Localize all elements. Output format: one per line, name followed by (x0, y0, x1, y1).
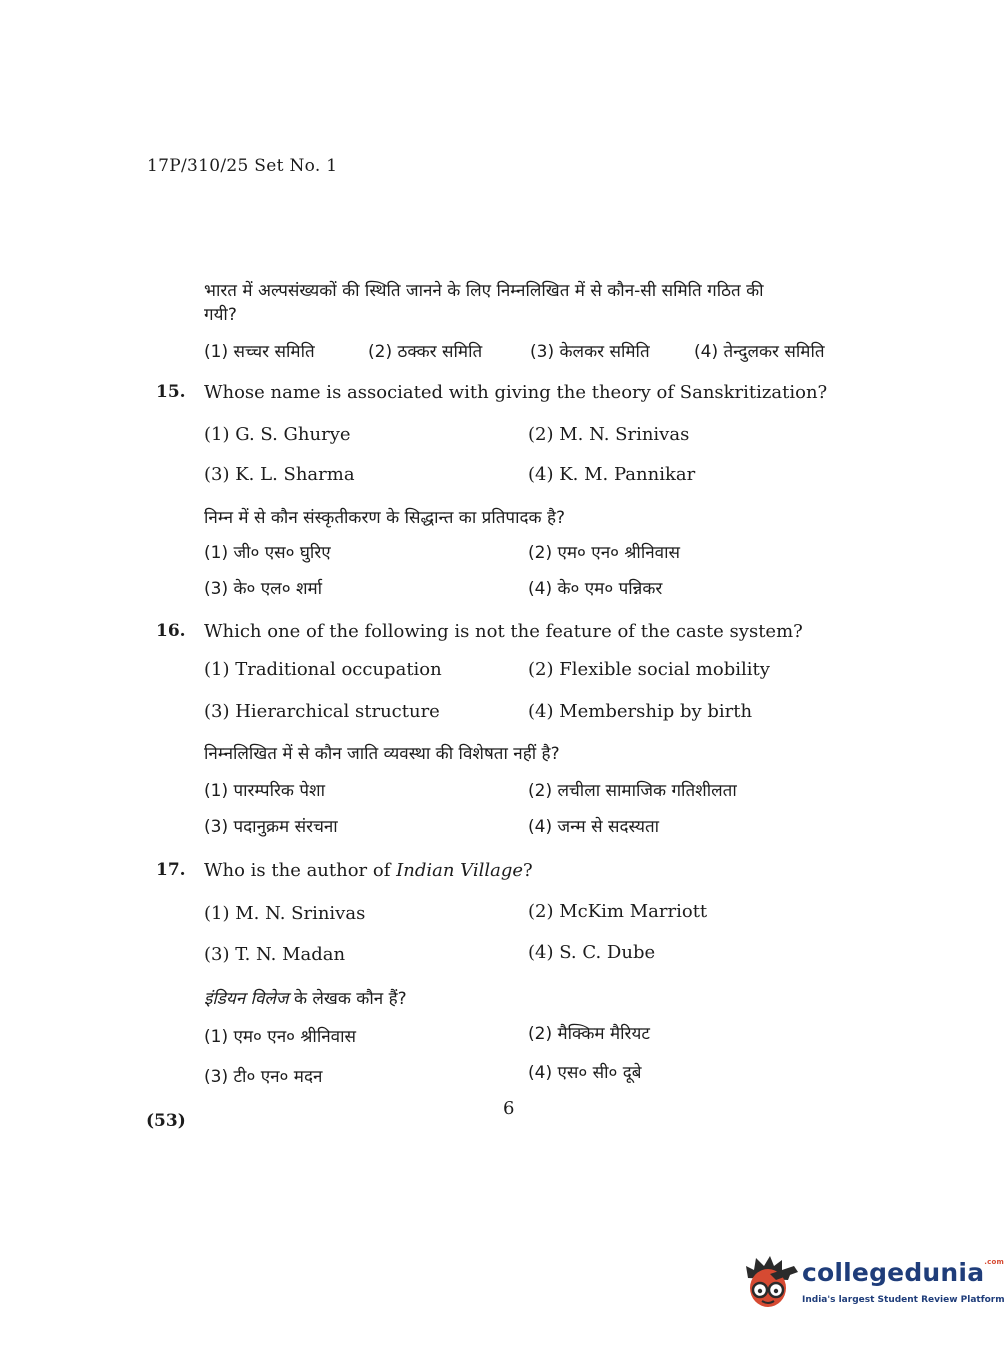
q17-question-hi-post: के लेखक कौन हैं? (288, 989, 407, 1009)
q17-option-4-hi: (4) एस० सी० दूबे (528, 1063, 642, 1083)
q16-question-en: Which one of the following is not the feature of the caste system? (204, 621, 803, 642)
q16-option-1-en: (1) Traditional occupation (204, 659, 442, 680)
q16-option-1-hi: (1) पारम्परिक पेशा (204, 781, 326, 801)
q17-option-4-en: (4) S. C. Dube (528, 942, 656, 963)
q14-option-3: (3) केलकर समिति (530, 342, 650, 362)
q17-option-2-en: (2) McKim Marriott (528, 901, 708, 922)
q16-option-2-hi: (2) लचीला सामाजिक गतिशीलता (528, 781, 737, 801)
q16-question-hi: निम्नलिखित में से कौन जाति व्यवस्था की विशेषता नहीं है? (204, 744, 560, 764)
q17-option-2-hi: (2) मैक्किम मैरियट (528, 1024, 650, 1044)
q15-option-3-hi: (3) के० एल० शर्मा (204, 579, 323, 599)
q16-option-3-hi: (3) पदानुक्रम संरचना (204, 817, 338, 837)
q14-hindi-line2: गयी? (204, 305, 237, 325)
q15-option-4-hi: (4) के० एम० पन्निकर (528, 579, 663, 599)
q15-option-1-hi: (1) जी० एस० घुरिए (204, 543, 331, 563)
q17-option-3-hi: (3) टी० एन० मदन (204, 1067, 323, 1087)
brand-suffix: .com (984, 1258, 1004, 1266)
q15-question-hi: निम्न में से कौन संस्कृतीकरण के सिद्धान्त का प्रतिपादक है? (204, 508, 566, 528)
q16-option-2-en: (2) Flexible social mobility (528, 659, 770, 680)
q16-option-4-en: (4) Membership by birth (528, 701, 753, 722)
q14-hindi-line1: भारत में अल्पसंख्यकों की स्थिति जानने के लिए निम्नलिखित में से कौन-सी समिति गठित की (204, 281, 764, 301)
q14-option-1: (1) सच्चर समिति (204, 342, 315, 362)
mascot-icon (740, 1252, 800, 1314)
q17-question-en (204, 860, 533, 881)
booklet-code: (53) (146, 1111, 186, 1131)
q17-number: 17. (156, 860, 186, 880)
q15-number: 15. (156, 382, 186, 402)
collegedunia-watermark (740, 1252, 1005, 1322)
q17-book-title-hi: इंडियन विलेज (204, 989, 289, 1009)
q15-option-1-en: (1) G. S. Ghurye (204, 424, 351, 445)
q16-option-4-hi: (4) जन्म से सदस्यता (528, 817, 660, 837)
q17-question-en-pre: Who is the author of (204, 860, 397, 881)
q17-option-3-en: (3) T. N. Madan (204, 944, 346, 965)
q15-option-3-en: (3) K. L. Sharma (204, 464, 355, 485)
brand-name: collegedunia (802, 1258, 985, 1287)
q15-option-2-en: (2) M. N. Srinivas (528, 424, 690, 445)
q15-option-2-hi: (2) एम० एन० श्रीनिवास (528, 543, 680, 563)
q14-option-2: (2) ठक्कर समिति (368, 342, 483, 362)
q16-number: 16. (156, 621, 186, 641)
q15-question-en: Whose name is associated with giving the theory of Sanskritization? (204, 382, 828, 403)
q17-option-1-en: (1) M. N. Srinivas (204, 903, 366, 924)
q17-option-1-hi: (1) एम० एन० श्रीनिवास (204, 1027, 356, 1047)
set-code-header: 17P/310/25 Set No. 1 (147, 156, 338, 176)
brand-tagline: India's largest Student Review Platform (802, 1295, 1005, 1305)
q16-option-3-en: (3) Hierarchical structure (204, 701, 440, 722)
q17-book-title-en: Indian Village (396, 860, 523, 881)
q17-question-en-post: ? (523, 860, 533, 881)
page-number: 6 (503, 1098, 515, 1119)
q15-option-4-en: (4) K. M. Pannikar (528, 464, 696, 485)
q14-option-4: (4) तेन्दुलकर समिति (694, 342, 825, 362)
q17-question-hi (204, 986, 407, 1009)
